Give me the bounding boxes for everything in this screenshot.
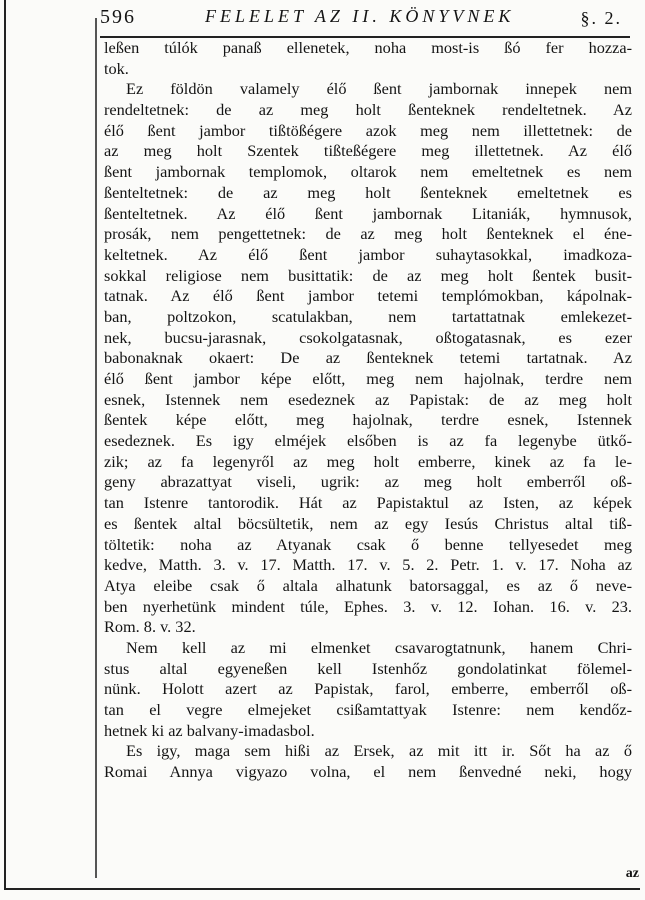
text-line: ben nyerhetünk mindent túle, Ephes. 3. v. 12. Iohan. 16. v. 23. [104,596,632,616]
text-line: esedeznek. Es igy elméjek elsőben is az fa legenybe ütkő- [104,431,632,451]
text-line: leßen túlók panaß ellenetek, noha most-is ßó fer hozza- [104,38,632,57]
text-line: geny abrazattyat viseli, ugrik: az meg holt emberről oß- [104,472,632,492]
text-line: ßenteltetnek: de az meg holt ßenteknek emeltetnek es [104,182,632,202]
text-line: nek, bucsu-jarasnak, csokolgatasnak, oßtogatasnak, es ezer [104,327,632,347]
text-line: Ez földön valamely élő ßent jambornak innepek nem [126,79,632,99]
text-line: esnek, Istennek nem esedeznek az Papistak: de az meg holt [104,389,632,409]
margin-rule [95,18,97,878]
text-line: ßenteltetnek. Az élő ßent jambornak Litaniák, hymnusok, [104,203,632,223]
text-line: töltetik: noha az Atyanak csak ő benne tellyesedet meg [104,534,632,554]
text-line: az meg holt Szentek tißteßégere meg illettetnek. Az élő [104,141,632,161]
text-line: Rom. 8. v. 32. [104,617,196,637]
text-line: hetnek ki az balvany-imadasbol. [104,720,315,740]
text-line: ßentek képe előtt, meg hajolnak, terdre esnek, Istennek [104,410,632,430]
text-line: nünk. Holott azert az Papistak, farol, emberre, emberről oß- [104,679,632,699]
text-line: stus altal egyeneßen kell Istenhőz gondolatinkat fölemel- [104,658,632,678]
text-line: babonaknak okaert: De az ßenteknek tetemi tartatnak. Az [104,348,632,368]
text-line: keltetnek. Az élő ßent jambor suhaytasokkal, imadkoza- [104,244,632,264]
running-title: FELELET AZ II. KÖNYVNEK [205,6,515,26]
catchword: az [625,866,639,881]
text-line: élő ßent jambor képe előtt, meg nem hajolnak, terdre nem [104,369,632,388]
text-line: ßent jambornak templomok, oltarok nem emeltetnek es nem [104,162,632,182]
running-header [100,2,630,38]
text-line: kedve, Matth. 3. v. 17. Matth. 17. v. 5. 2. Petr. 1. v. 17. Noha az [104,555,632,575]
text-line: tatnak. Az élő ßent jambor tetemi templómokban, kápolnak- [104,286,632,306]
text-line: sokkal religiose nem busittatik: de az meg holt ßentek busit- [104,265,632,285]
text-line: es ßentek altal böcsültetik, nem az egy Iesús Christus altal tiß- [104,513,632,533]
text-line: tan el vegre elmejeket csißamtattyak Istenre: nem kendőz- [104,700,632,719]
text-line: Es igy, maga sem hißi az Ersek, az mit itt ir. Sőt ha az ő [126,741,632,761]
section-mark: §. 2. [580,8,622,28]
text-line: Romai Annya vigyazo volna, el nem ßenvedné neki, hogy [104,762,632,782]
text-line: prosák, nem pengettetnek: de az meg holt ßenteknek el éne- [104,224,632,244]
body-text [104,38,632,783]
page-number: 596 [100,6,136,28]
text-line: ban, poltzokon, scatulakban, nem tartattatnak emlekezet- [104,306,632,326]
text-line: tok. [104,58,129,78]
scan-frame-bottom [4,888,640,890]
scan-frame-left [4,0,6,890]
text-line: rendeltetnek: de az meg holt ßenteknek rendeltetnek. Az [104,100,632,120]
text-line: zik; az fa legenyről az meg holt emberre, kinek az fa le- [104,451,632,471]
text-line: Nem kell az mi elmenket csavarogtatnunk, hanem Chri- [126,637,632,657]
text-line: élő ßent jambor tißtößégere azok meg nem illettetnek: de [104,120,632,140]
text-line: Atya eleibe csak ő altala alhatunk batorsaggal, es az ő neve- [104,575,632,595]
text-line: tan Istenre tantorodik. Hát az Papistaktul az Isten, az képek [104,493,632,513]
